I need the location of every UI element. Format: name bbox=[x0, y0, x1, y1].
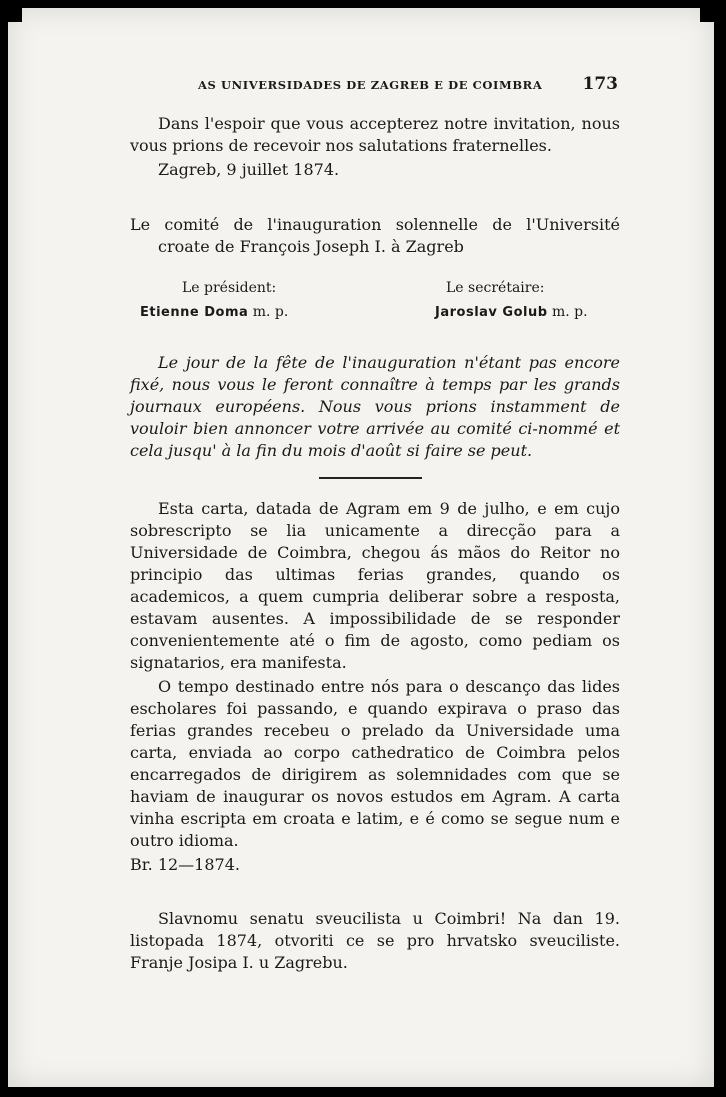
secretary-signature bbox=[435, 304, 588, 320]
paragraph-1: Esta carta, datada de Agram em 9 de julho, e em cujo sobrescripto se lia unicamente a direcção para a Universidade de Coimbra, chegou ás mãos do Reitor no principio das ultimas ferias grandes, quando os academicos, a quem cumpria deliberar sobre a resposta, estavam ausentes. A impossibilidade de se responder convenientemente até o fim de agosto, como pediam os signatarios, era manifesta. bbox=[130, 499, 620, 672]
president-label: Le président: bbox=[182, 280, 277, 296]
scan-corner-mark bbox=[700, 8, 714, 22]
signature-row bbox=[130, 280, 620, 330]
reference-block bbox=[130, 854, 620, 876]
page-number: 173 bbox=[582, 74, 618, 94]
document-reference: Br. 12—1874. bbox=[130, 855, 240, 874]
president-name: Etienne Doma bbox=[140, 305, 249, 320]
secretary-suffix: m. p. bbox=[552, 304, 588, 320]
letter-place-date: Zagreb, 9 juillet 1874. bbox=[158, 160, 340, 179]
letter-closing: Dans l'espoir que vous accepterez notre invitation, nous vous prions de recevoir nos salutations fraternelles. bbox=[130, 114, 620, 155]
croatian-block bbox=[130, 908, 620, 974]
committee-block bbox=[130, 214, 620, 258]
postscript: Le jour de la fête de l'inauguration n'étant pas encore fixé, nous vous le feront connaître à temps par les grands journaux européens. Nous vous prions instamment de vouloir bien annoncer votre arrivée au comité ci-nommé et cela jusqu' à la fin du mois d'août si faire se peut. bbox=[130, 353, 620, 460]
letter-closing-block bbox=[130, 113, 620, 181]
committee-line: Le comité de l'inauguration solennelle de l'Université croate de François Joseph I. à Zagreb bbox=[130, 215, 620, 256]
running-header bbox=[198, 74, 618, 94]
president-suffix: m. p. bbox=[252, 304, 289, 320]
paragraph-2: O tempo destinado entre nós para o descanço das lides escholares foi passando, e quando expirava o praso das ferias grandes recebeu o prelado da Universidade uma carta, enviada ao corpo cathedratico de Coimbra pelos encarregados de dirigirem as solemnidades com que se haviam de inaugurar os novos estudos em Agram. A carta vinha escripta em croata e latim, e é como se segue num e outro idioma. bbox=[130, 677, 620, 850]
secretary-label: Le secrétaire: bbox=[446, 280, 545, 296]
scan-corner-mark bbox=[8, 8, 22, 22]
secretary-name: Jaroslav Golub bbox=[435, 305, 548, 320]
section-divider bbox=[319, 477, 422, 479]
president-signature bbox=[140, 304, 288, 320]
document-page bbox=[8, 8, 714, 1087]
croatian-text: Slavnomu senatu sveucilista u Coimbri! Na dan 19. listopada 1874, otvoriti ce se pro hrvatsko sveuciliste. Franje Josipa I. u Zagrebu. bbox=[130, 909, 620, 972]
commentary-block bbox=[130, 498, 620, 852]
running-title: AS UNIVERSIDADES DE ZAGREB E DE COIMBRA bbox=[198, 78, 543, 92]
postscript-block bbox=[130, 352, 620, 462]
